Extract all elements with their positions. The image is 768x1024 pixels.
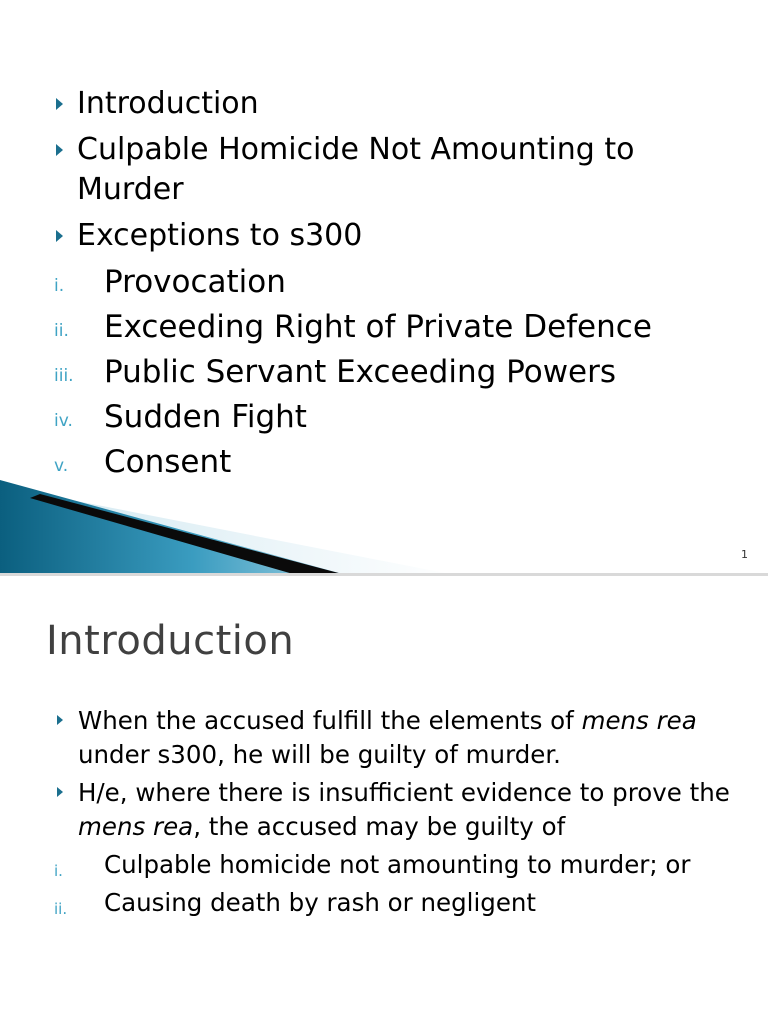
bullet-text: Introduction bbox=[77, 86, 259, 121]
list-item bbox=[0, 216, 717, 256]
roman-numeral: iv. bbox=[54, 411, 73, 431]
slide-title: Introduction bbox=[46, 618, 295, 664]
roman-numeral: ii. bbox=[54, 321, 69, 341]
list-item bbox=[0, 307, 744, 347]
list-item bbox=[0, 397, 744, 437]
list-item bbox=[0, 130, 717, 210]
roman-numeral: i. bbox=[54, 862, 63, 880]
exception-text: Consent bbox=[104, 444, 232, 480]
bullet-text: Exceptions to s300 bbox=[77, 218, 363, 253]
list-item bbox=[0, 848, 744, 882]
list-item bbox=[0, 886, 744, 920]
page-number: 1 bbox=[741, 548, 748, 561]
list-item bbox=[0, 84, 717, 124]
roman-numeral: iii. bbox=[54, 366, 74, 386]
list-item bbox=[0, 352, 744, 392]
bullet-text-italic: mens rea bbox=[581, 706, 697, 735]
roman-numeral: i. bbox=[54, 276, 65, 296]
bullet-arrow-icon bbox=[57, 715, 63, 725]
item-text: Causing death by rash or negligent bbox=[104, 888, 537, 917]
bullet-arrow-icon bbox=[56, 144, 63, 156]
bullet-text: Culpable Homicide Not Amounting to Murder bbox=[77, 132, 635, 207]
slide-2 bbox=[0, 576, 768, 1024]
bullet-arrow-icon bbox=[56, 230, 63, 242]
bullet-arrow-icon bbox=[56, 98, 63, 110]
content-list bbox=[0, 704, 744, 920]
list-item bbox=[0, 776, 738, 844]
list-item bbox=[0, 262, 744, 302]
bullet-arrow-icon bbox=[57, 787, 63, 797]
bullet-text-part: under s300, he will be guilty of murder. bbox=[78, 740, 561, 769]
exception-text: Exceeding Right of Private Defence bbox=[104, 309, 652, 345]
list-item bbox=[0, 442, 744, 482]
bullet-text-part: H/e, where there is insufficient evidence to prove the bbox=[78, 778, 730, 807]
bullet-text-italic: mens rea bbox=[78, 812, 194, 841]
decorative-swoosh bbox=[0, 480, 768, 576]
roman-numeral: v. bbox=[54, 456, 69, 476]
list-item bbox=[0, 704, 738, 772]
item-text: Culpable homicide not amounting to murder; or bbox=[104, 850, 691, 879]
exception-text: Public Servant Exceeding Powers bbox=[104, 354, 617, 390]
exception-text: Provocation bbox=[104, 264, 286, 300]
agenda-list bbox=[0, 84, 744, 482]
bullet-text-part: When the accused fulfill the elements of bbox=[78, 706, 582, 735]
exception-text: Sudden Fight bbox=[104, 399, 307, 435]
bullet-text-part: , the accused may be guilty of bbox=[193, 812, 566, 841]
roman-numeral: ii. bbox=[54, 900, 68, 918]
